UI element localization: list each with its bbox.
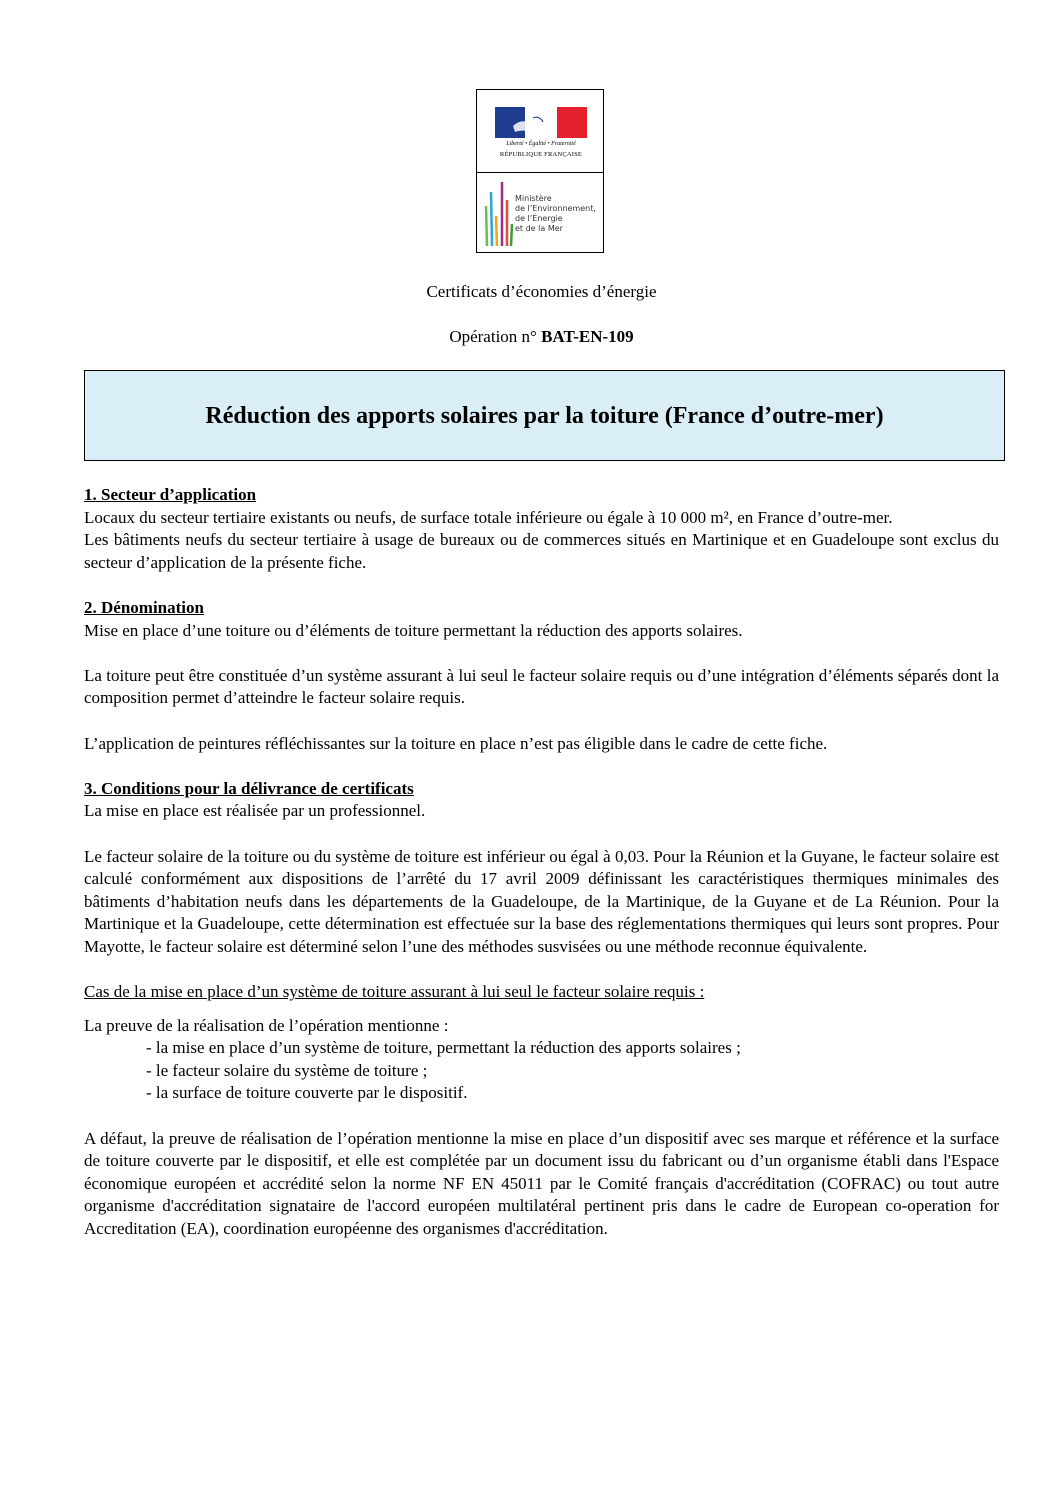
case-heading: Cas de la mise en place d’un système de toiture assurant à lui seul le facteur solaire requis :: [84, 982, 705, 1002]
document-body: [84, 484, 999, 1241]
section-heading-3: 3. Conditions pour la délivrance de certificats: [84, 778, 414, 798]
list-item: - le facteur solaire du système de toiture ;: [146, 1060, 428, 1080]
list-item: - la surface de toiture couverte par le dispositif.: [146, 1083, 468, 1103]
paragraph: Le facteur solaire de la toiture ou du système de toiture est inférieur ou égal à 0,03. Pour la Réunion et la Guyane, le facteur solaire est calculé conformément aux dispositions de l’arrêté du 17 avril 2009 définissant les caractéristiques thermiques minimales des bâtiments d’habitation neufs dans les départements de la Guadeloupe, de la Martinique, de la Guyane et de La Réunion. Pour la Martinique et la Guadeloupe, cette détermination est effectuée sur la base des réglementations thermiques qui leurs sont propres. Pour Mayotte, le facteur solaire est déterminé selon l’une des méthodes susvisées ou une méthode reconnue équivalente.: [84, 846, 999, 956]
ministry-logo: [476, 89, 604, 253]
paragraph: A défaut, la preuve de réalisation de l’opération mentionne la mise en place d’un dispositif avec ses marque et référence et la surface de toiture couverte par le dispositif, et elle est complétée par un document issu du fabricant ou d’un organisme établi dans l'Espace économique européen et accrédité selon la norme NF EN 45011 par le Comité français d'accréditation (COFRAC) ou tout autre organisme d'accréditation signataire de l'accord européen multilatéral pertinent pris dans le cadre de European co-operation for Accreditation (EA), coordination européenne des organismes d'accréditation.: [84, 1128, 999, 1238]
proof-intro: La preuve de la réalisation de l’opération mentionne :: [84, 1015, 449, 1035]
ministry-name: Ministère de l’Environnement, de l’Énergie et de la Mer: [515, 194, 596, 233]
paragraph: Locaux du secteur tertiaire existants ou neufs, de surface totale inférieure ou égale à 10 000 m², en France d’outre-mer.: [84, 507, 893, 527]
ministry-stripes-icon: [483, 176, 513, 248]
paragraph: Mise en place d’une toiture ou d’éléments de toiture permettant la réduction des apports solaires.: [84, 620, 743, 640]
logo-motto: Liberté • Égalité • Fraternité: [506, 141, 576, 147]
marianne-flag-logo: [495, 107, 587, 138]
paragraph: L’application de peintures réfléchissantes sur la toiture en place n’est pas éligible dans le cadre de cette fiche.: [84, 733, 828, 753]
logo-republic: RÉPUBLIQUE FRANÇAISE: [499, 151, 583, 158]
document-subtitle: Certificats d’économies d’énergie: [426, 282, 657, 301]
section-heading-2: 2. Dénomination: [84, 597, 204, 617]
paragraph: La mise en place est réalisée par un professionnel.: [84, 801, 426, 821]
title-box: [84, 370, 1005, 461]
paragraph: La toiture peut être constituée d’un système assurant à lui seul le facteur solaire requis ou d’une intégration d’éléments séparés dont la composition permet d’atteindre le facteur solaire requis.: [84, 665, 999, 708]
paragraph: Les bâtiments neufs du secteur tertiaire à usage de bureaux ou de commerces situés en Martinique et en Guadeloupe sont exclus du secteur d’application de la présente fiche.: [84, 530, 999, 572]
operation-code: BAT-EN-109: [541, 327, 634, 346]
section-heading-1: 1. Secteur d’application: [84, 485, 257, 504]
list-item: - la mise en place d’un système de toiture, permettant la réduction des apports solaires ;: [146, 1038, 741, 1058]
page-title: Réduction des apports solaires par la toiture (France d’outre-mer): [205, 402, 884, 429]
operation-number: Opération n° BAT-EN-109: [449, 327, 634, 346]
